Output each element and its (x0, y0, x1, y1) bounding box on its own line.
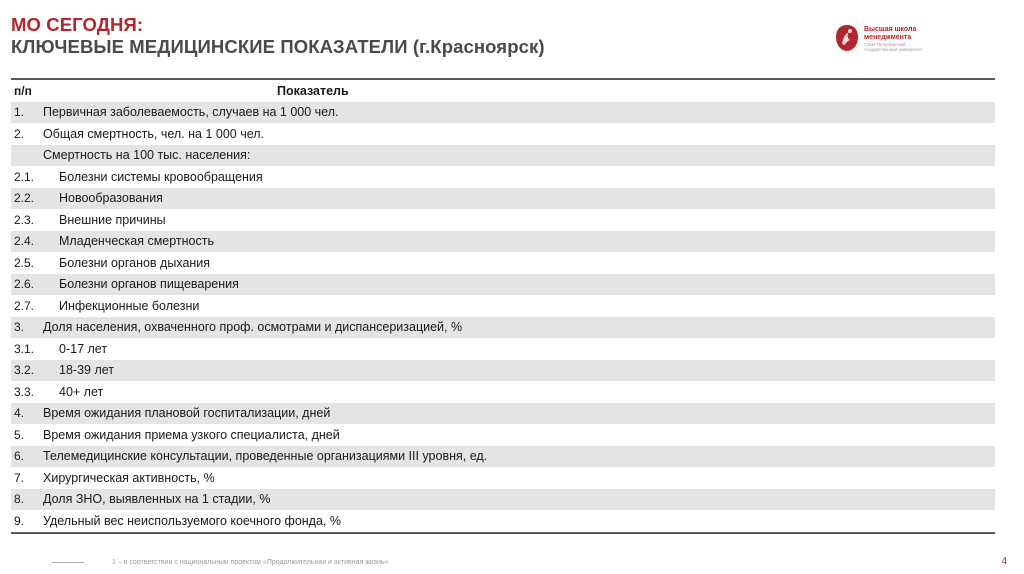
row-number: 2.7. (14, 298, 35, 313)
row-number: 2.4. (14, 234, 35, 249)
logo-university: Санкт-Петербургский государственный университет (864, 42, 923, 52)
row-indicator: Общая смертность, чел. на 1 000 чел. (43, 126, 265, 141)
row-indicator: Болезни системы кровообращения (59, 169, 263, 184)
row-indicator: Болезни органов дыхания (59, 255, 211, 270)
table-row (11, 145, 995, 167)
table-row (11, 467, 995, 489)
row-indicator: Инфекционные болезни (59, 298, 200, 313)
table-body (11, 102, 995, 532)
row-indicator: 18-39 лет (59, 363, 114, 378)
row-indicator: 40+ лет (59, 384, 104, 399)
table-row (11, 403, 995, 425)
row-indicator: Хирургическая активность, % (43, 470, 215, 485)
row-indicator: Удельный вес неиспользуемого коечного фонда, % (43, 513, 341, 528)
table-row (11, 489, 995, 511)
row-indicator: Младенческая смертность (59, 234, 214, 249)
row-indicator: 0-17 лет (59, 341, 108, 356)
table-bottom-rule (11, 532, 995, 534)
row-indicator: Телемедицинские консультации, проведенные организациями III уровня, ед. (43, 449, 488, 464)
table-row (11, 295, 995, 317)
column-header-indicator: Показатель (277, 83, 349, 98)
table-row (11, 338, 995, 360)
row-number: 9. (14, 513, 25, 528)
row-number: 3.1. (14, 341, 35, 356)
logo-name: Высшая школа менеджмента (864, 26, 917, 41)
page-number: 4 (1001, 556, 1007, 567)
row-number: 1. (14, 105, 25, 120)
table-row (11, 166, 995, 188)
logo (835, 24, 975, 54)
table-row (11, 102, 995, 124)
table-row (11, 446, 995, 468)
page-title (11, 14, 545, 58)
table-row (11, 231, 995, 253)
table-row (11, 274, 995, 296)
row-number: 2. (14, 126, 25, 141)
row-indicator: Время ожидания плановой госпитализации, дней (43, 406, 331, 421)
row-indicator: Доля ЗНО, выявленных на 1 стадии, % (43, 492, 271, 507)
row-number: 3. (14, 320, 25, 335)
row-number: 2.5. (14, 255, 35, 270)
title-line-2: КЛЮЧЕВЫЕ МЕДИЦИНСКИЕ ПОКАЗАТЕЛИ (г.Красноярск) (11, 36, 545, 57)
row-indicator: Внешние причины (59, 212, 166, 227)
footnote-text: 1 – в соответствии с национальным проектом «Продолжительная и активная жизнь» (112, 559, 389, 566)
row-number: 2.6. (14, 277, 35, 292)
footnote-divider (52, 562, 84, 563)
table-row (11, 123, 995, 145)
table-row (11, 381, 995, 403)
row-indicator: Смертность на 100 тыс. населения: (43, 148, 251, 163)
logo-emblem-icon (835, 24, 859, 52)
footnote (52, 559, 388, 566)
row-number: 3.2. (14, 363, 35, 378)
row-indicator: Время ожидания приема узкого специалиста, дней (43, 427, 340, 442)
row-number: 8. (14, 492, 25, 507)
row-number: 2.1. (14, 169, 35, 184)
table-row (11, 360, 995, 382)
row-indicator: Болезни органов пищеварения (59, 277, 239, 292)
row-number: 5. (14, 427, 25, 442)
row-number: 2.3. (14, 212, 35, 227)
row-number: 4. (14, 406, 25, 421)
row-number: 3.3. (14, 384, 35, 399)
row-number: 2.2. (14, 191, 35, 206)
table-row (11, 317, 995, 339)
row-indicator: Новообразования (59, 191, 163, 206)
table-row (11, 188, 995, 210)
table-row (11, 424, 995, 446)
row-indicator: Доля населения, охваченного проф. осмотрами и диспансеризацией, % (43, 320, 463, 335)
table-header-row (11, 80, 995, 102)
row-indicator: Первичная заболеваемость, случаев на 1 000 чел. (43, 105, 339, 120)
row-number: 7. (14, 470, 25, 485)
table-row (11, 209, 995, 231)
table-row (11, 252, 995, 274)
row-number: 6. (14, 449, 25, 464)
table-row (11, 510, 995, 532)
column-header-number: п/п (14, 83, 32, 98)
title-line-1: МО СЕГОДНЯ: (11, 14, 144, 35)
indicators-table (11, 78, 995, 534)
